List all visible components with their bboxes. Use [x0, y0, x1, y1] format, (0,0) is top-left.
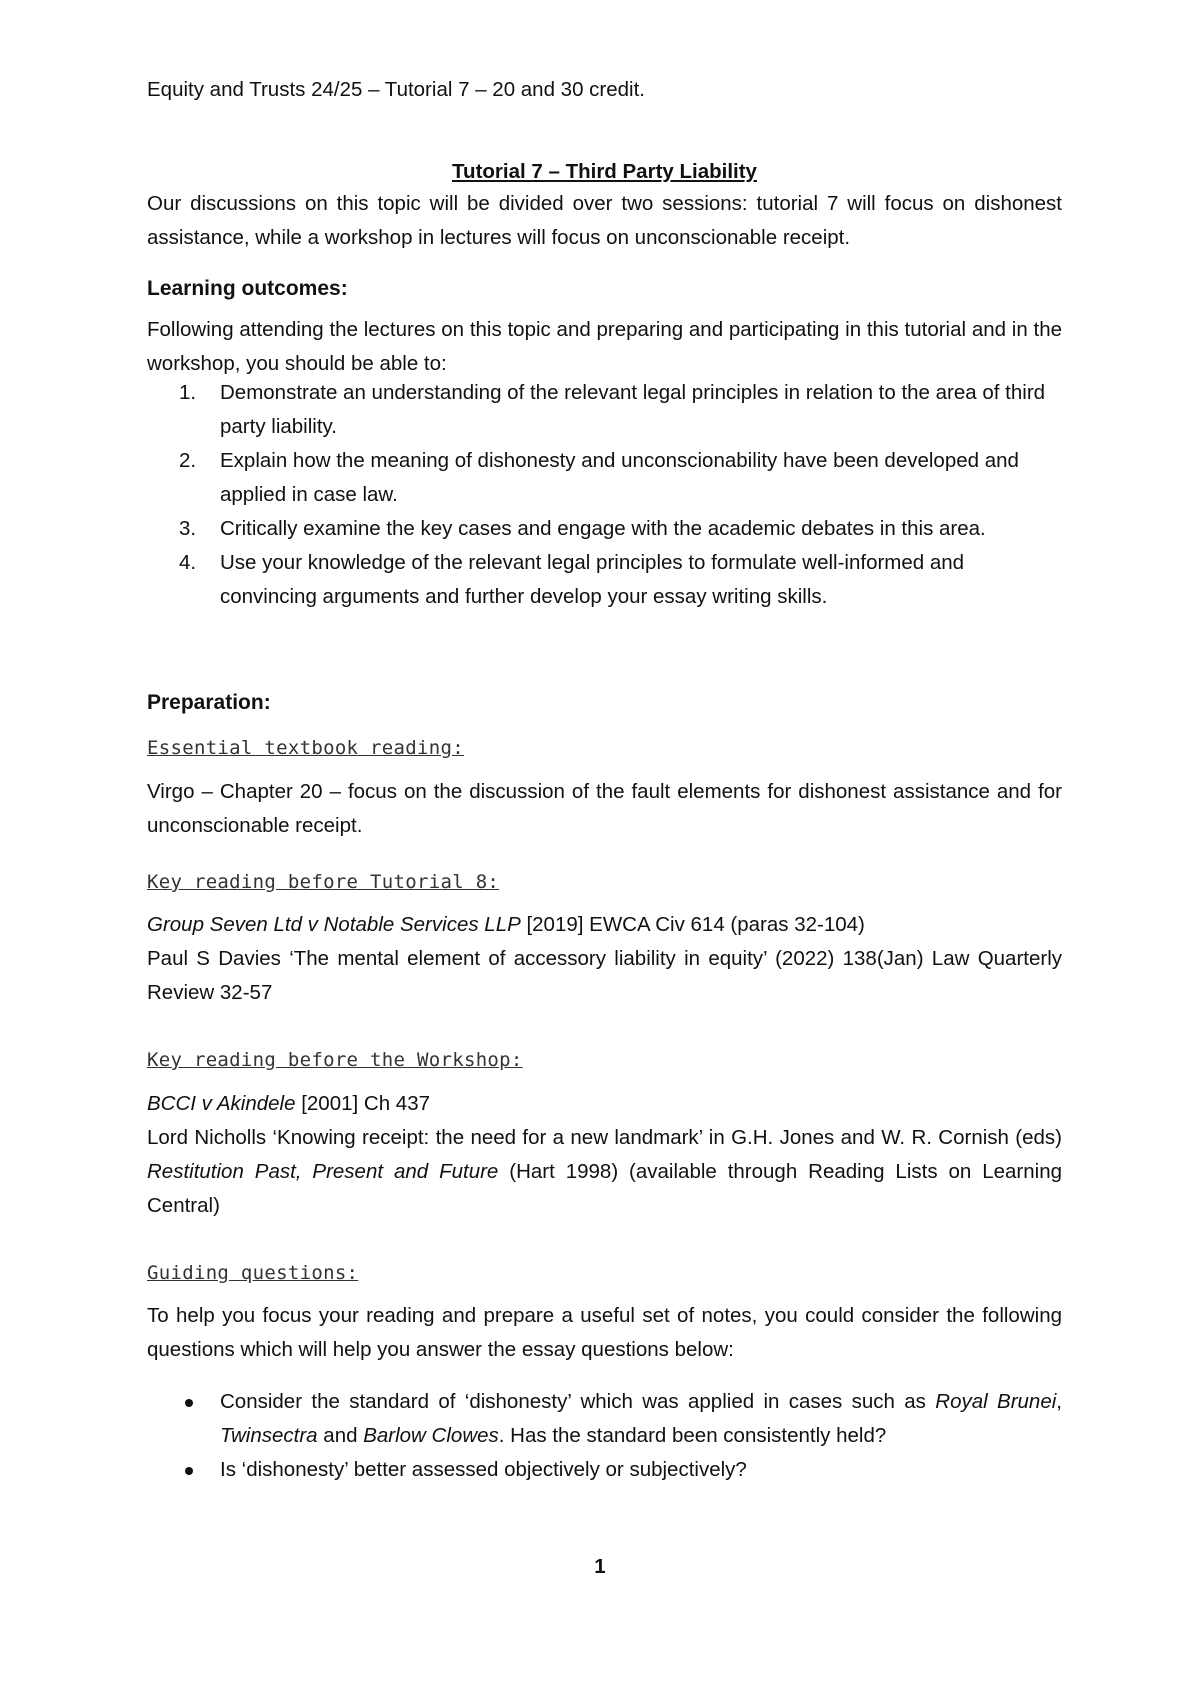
preparation-heading: Preparation: [147, 691, 271, 714]
case-citation: [2019] EWCA Civ 614 (paras 32-104) [520, 913, 865, 936]
case-name: Twinsectra [220, 1424, 318, 1447]
outcome-item [147, 376, 1062, 444]
essential-reading-text: Virgo – Chapter 20 – focus on the discussion of the fault elements for dishonest assistance and for unconscionable receipt. [147, 780, 1062, 837]
essential-reading-subheading: Essential textbook reading: [147, 737, 464, 759]
outcome-item [147, 444, 1062, 512]
outcome-number: 2. [179, 449, 197, 472]
outcome-text: Demonstrate an understanding of the relevant legal principles in relation to the area of third party liability. [220, 381, 1046, 438]
outcome-number: 4. [179, 551, 197, 574]
outcome-text: Explain how the meaning of dishonesty and unconscionability have been developed and applied in case law. [220, 449, 1019, 506]
question-text: . Has the standard been consistently held? [498, 1424, 887, 1447]
guiding-question-item [147, 1385, 1062, 1453]
separator: , [1056, 1390, 1062, 1413]
guiding-question-item [147, 1453, 1062, 1487]
question-text: Is ‘dishonesty’ better assessed objectively or subjectively? [220, 1458, 747, 1481]
learning-outcomes-heading: Learning outcomes: [147, 277, 348, 300]
outcome-item [147, 546, 1062, 614]
intro-paragraph: Our discussions on this topic will be divided over two sessions: tutorial 7 will focus on dishonest assistance, while a workshop in lectures will focus on unconscionable receipt. [147, 192, 1062, 249]
outcome-item [147, 512, 1062, 546]
key-reading-tutorial-article: Paul S Davies ‘The mental element of accessory liability in equity’ (2022) 138(Jan) Law Quarterly Review 32-57 [147, 947, 1062, 1004]
case-name: Royal Brunei [935, 1390, 1057, 1413]
case-citation: [2001] Ch 437 [295, 1092, 430, 1115]
page-number: 1 [594, 1555, 606, 1578]
case-name: Barlow Clowes [363, 1424, 499, 1447]
outcome-text: Critically examine the key cases and engage with the academic debates in this area. [220, 517, 986, 540]
case-name: BCCI v Akindele [147, 1092, 296, 1115]
question-text: Consider the standard of ‘dishonesty’ which was applied in cases such as [220, 1390, 936, 1413]
guiding-questions-subheading: Guiding questions: [147, 1262, 359, 1284]
outcome-text: Use your knowledge of the relevant legal principles to formulate well-informed and convincing arguments and further develop your essay writing skills. [220, 551, 965, 608]
key-reading-tutorial-subheading: Key reading before Tutorial 8: [147, 871, 500, 893]
bullet-icon [185, 1467, 193, 1475]
key-reading-tutorial-case [147, 908, 1062, 942]
article-text-start: Lord Nicholls ‘Knowing receipt: the need for a new landmark’ in G.H. Jones and W. R. Cornish (eds) [147, 1126, 1062, 1149]
bullet-icon [185, 1399, 193, 1407]
guiding-questions-list [147, 1385, 1062, 1487]
document-header: Equity and Trusts 24/25 – Tutorial 7 – 20 and 30 credit. [147, 78, 646, 101]
page-title: Tutorial 7 – Third Party Liability [452, 160, 757, 183]
outcome-number: 1. [179, 381, 197, 404]
guiding-questions-lead: To help you focus your reading and prepare a useful set of notes, you could consider the following questions which will help you answer the essay questions below: [147, 1304, 1062, 1361]
separator: and [317, 1424, 364, 1447]
learning-outcomes-list [147, 376, 1062, 614]
key-reading-workshop-subheading: Key reading before the Workshop: [147, 1049, 523, 1071]
article-text-end: (Hart 1998) (available through Reading Lists on Learning Central) [147, 1160, 1062, 1217]
learning-outcomes-lead: Following attending the lectures on this topic and preparing and participating in this tutorial and in the workshop, you should be able to: [147, 318, 1062, 375]
key-reading-workshop-case [147, 1087, 1062, 1121]
key-reading-workshop-article [147, 1121, 1062, 1223]
article-book-title: Restitution Past, Present and Future [147, 1160, 499, 1183]
outcome-number: 3. [179, 517, 197, 540]
case-name: Group Seven Ltd v Notable Services LLP [147, 913, 521, 936]
